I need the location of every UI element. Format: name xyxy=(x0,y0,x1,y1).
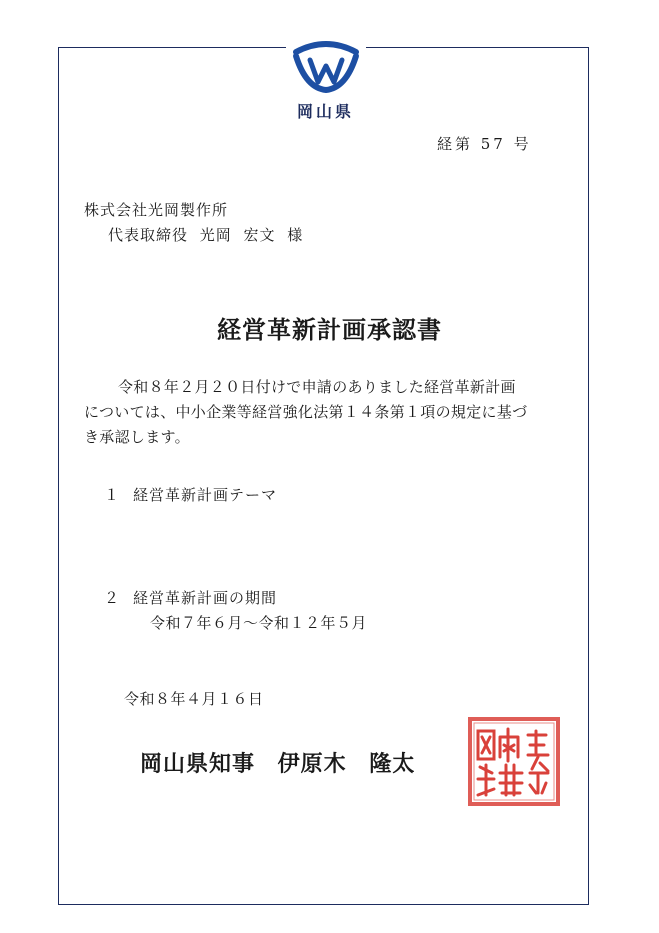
item-label: 経営革新計画テーマ xyxy=(133,486,278,504)
prefecture-name: 岡山県 xyxy=(297,102,355,121)
item-number: １ xyxy=(104,486,120,504)
body-line: き承認します。 xyxy=(84,428,190,446)
item-number: ２ xyxy=(104,589,120,607)
document-number: 経第 57 号 xyxy=(437,135,532,153)
body-line: 令和８年２月２０日付けで申請のありました経営革新計画 xyxy=(118,378,516,396)
document-title: 経営革新計画承認書 xyxy=(217,315,442,344)
item-value: 令和７年６月～令和１２年５月 xyxy=(150,614,368,632)
approval-body xyxy=(84,375,594,450)
okayama-prefecture-emblem-icon xyxy=(286,38,366,98)
item-label: 経営革新計画の期間 xyxy=(133,589,278,607)
issue-date: 令和８年４月１６日 xyxy=(124,690,264,708)
body-line: については、中小企業等経営強化法第１４条第１項の規定に基づ xyxy=(84,403,528,421)
signatory: 岡山県知事 伊原木 隆太 xyxy=(140,751,416,777)
official-seal-icon xyxy=(464,713,564,810)
addressee-company: 株式会社光岡製作所 xyxy=(84,201,229,219)
addressee-person: 代表取締役 光岡 宏文 様 xyxy=(108,226,304,244)
